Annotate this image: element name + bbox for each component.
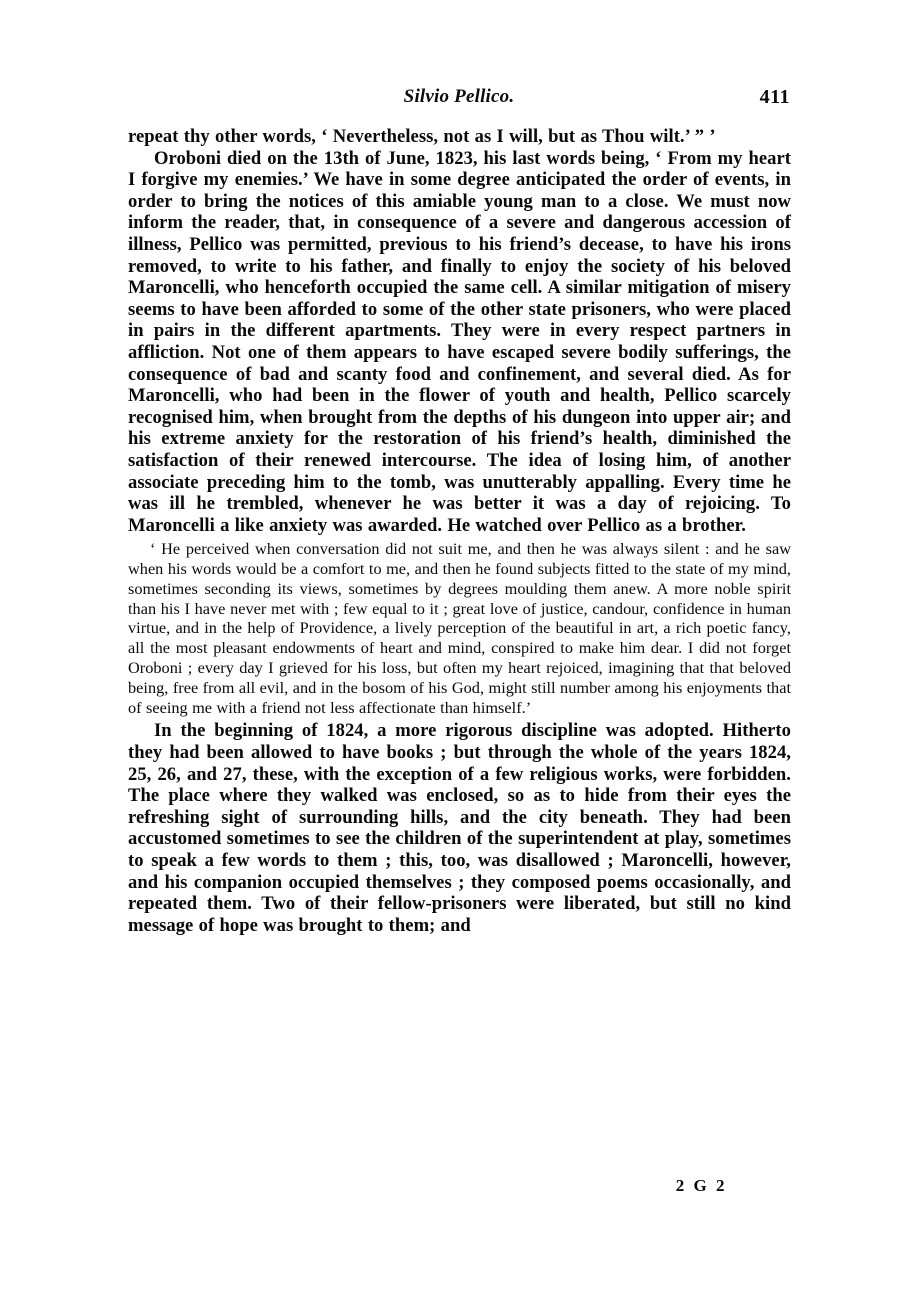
continuation-line: repeat thy other words, ‘ Nevertheless, not as I will, but as Thou wilt.’ ” ’: [128, 126, 716, 147]
page-number: 411: [759, 86, 790, 108]
body-paragraph-2: In the beginning of 1824, a more rigorous discipline was adopted. Hitherto they had been allowed to have books ; but through the whole of the years 1824, 25, 26, and 27, these, with the exception of a few religious works, were forbidden. The place where they walked was enclosed, so as to hide from their eyes the refreshing sight of surrounding hills, and the city beneath. They had been accustomed sometimes to see the children of the superintendent at play, sometimes to speak a few words to them ; this, too, was disallowed ; Maroncelli, however, and his companion occupied themselves ; they composed poems occasionally, and repeated them. Two of their fellow-prisoners were liberated, but still no kind message of hope was brought to them; and: [128, 720, 791, 936]
running-head: [128, 86, 790, 112]
text-block: [128, 126, 791, 936]
body-paragraph-1: Oroboni died on the 13th of June, 1823, his last words being, ‘ From my heart I forgive my enemies.’ We have in some degree anticipated the order of events, in order to bring the notices of this amiable young man to a close. We must now inform the reader, that, in consequence of a severe and dangerous accession of illness, Pellico was permitted, previous to his friend’s decease, to have his irons removed, to write to his father, and finally to enjoy the society of his beloved Maroncelli, who henceforth occupied the same cell. A similar mitigation of misery seems to have been afforded to some of the other state prisoners, who were placed in pairs in the different apartments. They were in every respect partners in affliction. Not one of them appears to have escaped severe bodily sufferings, the consequence of bad and scanty food and confinement, and several died. As for Maroncelli, who had been in the flower of youth and health, Pellico scarcely recognised him, when brought from the depths of his dungeon into upper air; and his extreme anxiety for the restoration of his friend’s health, diminished the satisfaction of their renewed intercourse. The idea of losing him, of another associate preceding him to the tomb, was unutterably appalling. Every time he was ill he trembled, whenever he was better it was a day of rejoicing. To Maroncelli a like anxiety was awarded. He watched over Pellico as a brother.: [128, 147, 791, 536]
block-quotation: ‘ He perceived when conversation did not suit me, and then he was always silent : and he saw when his words would be a comfort to me, and then he found subjects fitted to the state of my mind, sometimes seconding its views, sometimes by degrees moulding them anew. A more noble spirit than his I have never met with ; few equal to it ; great love of justice, candour, confidence in human virtue, and in the help of Providence, a lively perception of the beautiful in art, a rich poetic fancy, all the most pleasant endowments of heart and mind, conspired to make him dear. I did not forget Oroboni ; every day I grieved for his loss, but often my heart rejoiced, imagining that that beloved being, free from all evil, and in the bosom of his God, might still number among his enjoyments that of seeing me with a friend not less affectionate than himself.’: [128, 539, 791, 717]
signature-mark: 2 G 2: [675, 1176, 727, 1195]
running-head-title: Silvio Pellico.: [403, 86, 515, 107]
